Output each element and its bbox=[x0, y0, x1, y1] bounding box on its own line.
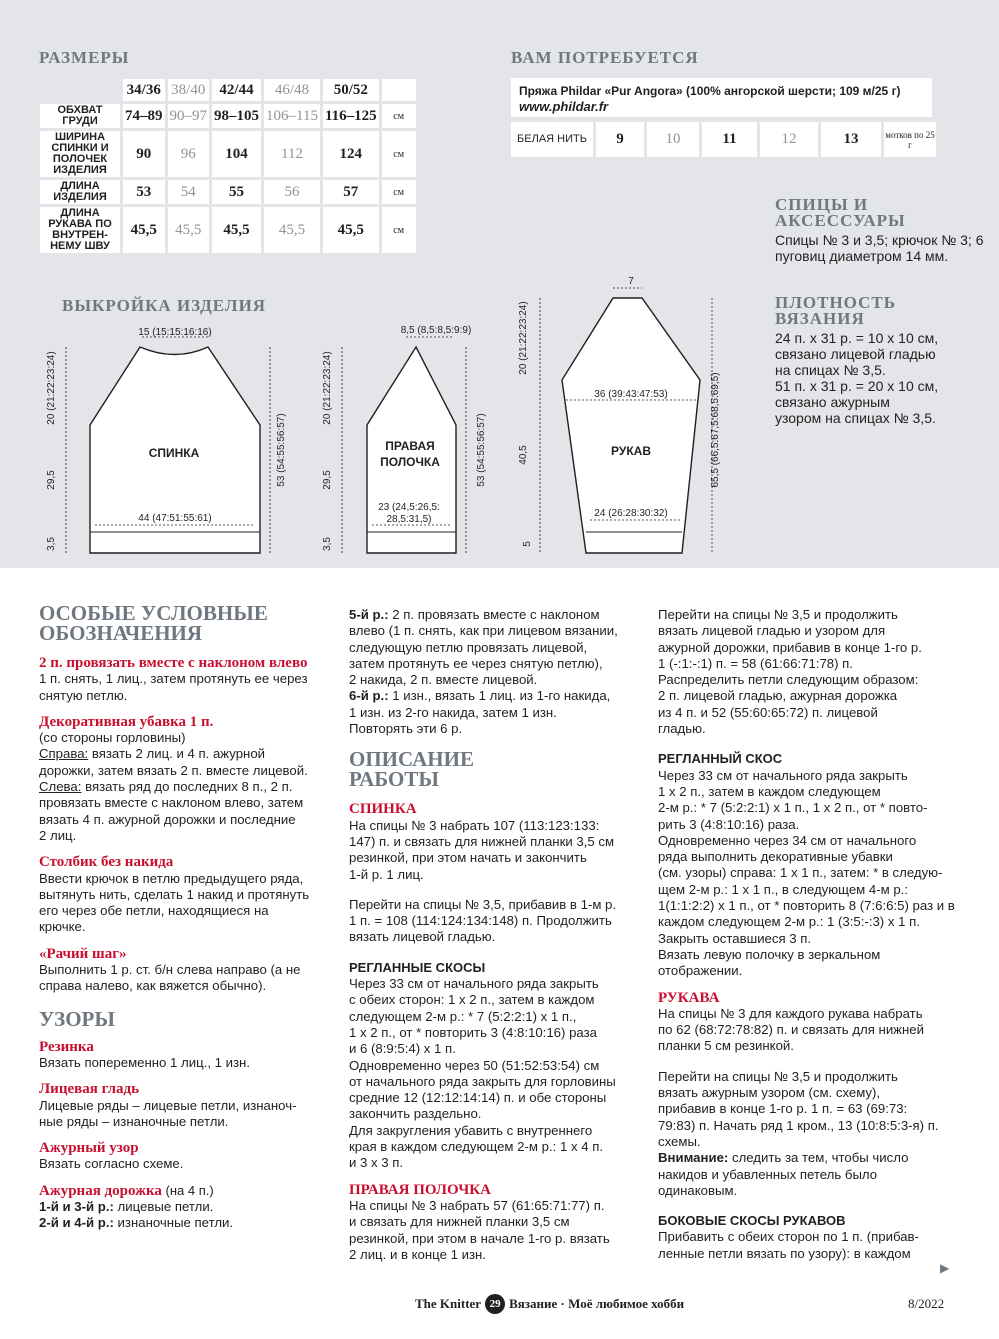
cell: 45,5 bbox=[123, 207, 165, 253]
size-col: 38/40 bbox=[168, 79, 210, 101]
section-subtitle: РУКАВА bbox=[658, 989, 720, 1006]
section-title: ОБОЗНАЧЕНИЯ bbox=[39, 621, 203, 645]
magazine-subtitle: Вязание · Моё любимое хобби bbox=[509, 1296, 685, 1311]
size-col: 34/36 bbox=[123, 79, 165, 101]
term-title: «Рачий шаг» bbox=[39, 945, 127, 962]
pattern-diagram bbox=[0, 0, 999, 568]
qty: 12 bbox=[760, 122, 818, 157]
yarn-color: БЕЛАЯ НИТЬ bbox=[511, 122, 593, 157]
unit: см bbox=[382, 207, 416, 253]
cell: 96 bbox=[168, 131, 210, 177]
term-title: Резинка bbox=[39, 1038, 94, 1055]
footer bbox=[415, 1294, 684, 1314]
front-width-dim2: 28,5:31,5) bbox=[386, 514, 432, 525]
section-subtitle: ПРАВАЯ ПОЛОЧКА bbox=[349, 1181, 491, 1198]
cell: 57 bbox=[323, 180, 379, 204]
cell: 45,5 bbox=[212, 207, 261, 253]
sizes-title: РАЗМЕРЫ bbox=[39, 48, 130, 67]
continue-arrow-icon: ▶ bbox=[940, 1261, 950, 1275]
size-col: 42/44 bbox=[212, 79, 261, 101]
cell: 45,5 bbox=[323, 207, 379, 253]
back-body-dim: 29,5 bbox=[46, 470, 57, 490]
cell: 74–89 bbox=[123, 104, 165, 128]
qty: 10 bbox=[647, 122, 699, 157]
term-title: Декоративная убавка 1 п. bbox=[39, 713, 214, 730]
front-width-dim1: 23 (24,5:26,5: bbox=[378, 502, 440, 513]
section-title: ОСОБЫЕ УСЛОВНЫЕ bbox=[39, 601, 268, 625]
front-label-1: ПРАВАЯ bbox=[385, 439, 435, 453]
section-title: РАБОТЫ bbox=[349, 767, 440, 792]
front-total-dim: 53 (54:55:56:57) bbox=[476, 413, 487, 487]
term-title: Ажурный узор bbox=[39, 1140, 139, 1157]
sleeve-lower-dim: 24 (26:28:30:32) bbox=[594, 508, 668, 519]
unit: см bbox=[382, 131, 416, 177]
column-1: ОСОБЫЕ УСЛОВНЫЕ ОБОЗНАЧЕНИЯ 2 п. провязать вместе с наклоном влево 1 п. снять, 1 лиц., затем протянуть ее через снятую петлю. Декоративная убавка 1 п. (со стороны горловины) Справа: вязать 2 лиц. и 4 п. ажурной дорожки, затем вязать 2 п. вместе лицевой. Слева: вязать ряд до последних 8 п., 2 п. провязать вместе с наклоном влево, затем вязать 4 п. ажурной дорожки и последние 2 лиц. Столбик без накида Ввести крючок в петлю предыдущего ряда, вытянуть нить, сделать 1 накид и протянуть его через обе петли, находящиеся на крючке. «Рачий шаг» Выполнить 1 р. ст. б/н слева направо (а не справа налево, как вяжется обычно). УЗОРЫ Резинка Вязать попеременно 1 лиц., 1 изн. Лицевая гладь Лицевые ряды – лицевые петли, изнаноч- ные ряды – изнаночные петли. Ажурный узор Вязать согласно схеме. Ажурная дорожка (на 4 п.) 1-й и 3-й р.: лицевые петли. 2-й и 4-й р.: изнаночные петли. bbox=[39, 603, 334, 1232]
sleeve-upper-dim: 36 (39:43:47:53) bbox=[594, 389, 668, 400]
unit: см bbox=[382, 104, 416, 128]
sleeve-body-dim: 40,5 bbox=[518, 445, 529, 465]
term-title: Столбик без накида bbox=[39, 854, 174, 871]
tools-title: СПИЦЫ И АКСЕССУАРЫ bbox=[775, 195, 906, 230]
row-label: ДЛИНА ИЗДЕЛИЯ bbox=[40, 180, 120, 204]
cell: 104 bbox=[212, 131, 261, 177]
qty: 11 bbox=[702, 122, 757, 157]
yarn-text: Пряжа Phildar «Pur Angora» (100% ангорской шерсти; 109 м/25 г) bbox=[519, 84, 901, 98]
yarn-url: www.phildar.fr bbox=[519, 99, 609, 114]
column-2: 5-й р.: 2 п. провязать вместе с наклоном влево (1 п. снять, как при лицевом вязании, следующую петлю провязать лицевой, затем протянуть ее через снятую петлю), 2 накида, 2 п. вместе лицевой. 6-й р.: 1 изн., вязать 1 лиц. из 1-го накида, 1 изн. из 2-го накида, затем 1 изн. Повторять эти 6 р. ОПИСАНИЕ РАБОТЫ СПИНКА На спицы № 3 набрать 107 (113:123:133: 147) п. и связать для нижней планки 3,5 см резинкой, при этом начать и закончить 1-й р. 1 лиц. Перейти на спицы № 3,5, прибавив в 1-м р. 1 п. = 108 (114:124:134:148) п. Продолжить вязать лицевой гладью. РЕГЛАННЫЕ СКОСЫ Через 33 см от начального ряда закрыть с обеих сторон: 1 х 2 п., затем в каждом следующем 2-м р.: * 7 (5:2:2:1) х 1 п., 1 х 2 п., от * повторить 3 (4:8:10:16) раза и 6 (8:9:5:4) х 1 п. Одновременно через 50 (51:52:53:54) см от начального ряда закрыть для горловины средние 12 (12:12:14:14) п. и обе стороны закончить раздельно. Для закругления убавить с внутреннего края в каждом следующем 2-м р.: 1 х 4 п. и 3 х 3 п. ПРАВАЯ ПОЛОЧКА На спицы № 3 набрать 57 (61:65:71:77) п. и связать для нижней планки 3,5 см резинкой, при этом в начале 1-го р. вязать 2 лиц. и в конце 1 изн. bbox=[349, 607, 649, 1263]
section-title: УЗОРЫ bbox=[39, 1006, 116, 1031]
column-3: Перейти на спицы № 3,5 и продолжить вязать лицевой гладью и узором для ажурной дорожки, прибавив в конце 1-го р. 1 (-:1:-:1) п. = 58 (61:66:71:78) п. Распределить петли следующим образом: 2 п. лицевой гладью, ажурная дорожка из 4 п. и 52 (55:60:65:72) п. лицевой гладью. РЕГЛАННЫЙ СКОС Через 33 см от начального ряда закрыть 1 х 2 п., затем в каждом следующем 2-м р.: * 7 (5:2:2:1) х 1 п., 1 х 2 п., от * повто- рить 3 (4:8:10:16) раза. Одновременно через 34 см от начального ряда выполнить декоративные убавки (см. узоры) справа: 1 х 1 п., затем: * в следую- щем 2-м р.: 1 х 1 п., в следующем 4-м р.: 1(1:1:2:2) х 1 п., от * повторить 8 (7:6:6:5) раз и в каждом следующем 2-м р.: 1 (3:5:-:3) х 1 п. Закрыть оставшиеся 3 п. Вязать левую полочку в зеркальном отображении. РУКАВА На спицы № 3 для каждого рукава набрать по 62 (68:72:78:82) п. и связать для нижней планки 5 см резинкой. Перейти на спицы № 3,5 и продолжить вязать ажурным узором (см. схему), прибавив в конце 1-го р. 1 п. = 63 (69:73: 79:83) п. Начать ряд 1 кром., 13 (10:8:5:3-я) п. схемы. Внимание: следить за тем, чтобы число накидов и убавленных петель было одинаковым. БОКОВЫЕ СКОСЫ РУКАВОВ Прибавить с обеих сторон по 1 п. (прибав- ленные петли вязать по узору): в каждом bbox=[658, 607, 958, 1262]
cell: 106–115 bbox=[264, 104, 320, 128]
cell: 116–125 bbox=[323, 104, 379, 128]
cell: 56 bbox=[264, 180, 320, 204]
sleeve-total-dim: 65,5 (66,5:67,5:68,5:69,5) bbox=[710, 372, 721, 488]
section-subtitle: СПИНКА bbox=[349, 801, 417, 818]
front-body-dim: 29,5 bbox=[322, 470, 333, 490]
row-label: ОБХВАТ ГРУДИ bbox=[40, 104, 120, 128]
density-title: ПЛОТНОСТЬ ВЯЗАНИЯ bbox=[775, 293, 896, 328]
tools-text: Спицы № 3 и 3,5; крючок № 3; 6 пуговиц диаметром 14 мм. bbox=[775, 232, 984, 264]
row-label: ДЛИНА РУКАВА ПО ВНУТРЕН-НЕМУ ШВУ bbox=[40, 207, 120, 253]
section-subtitle: РЕГЛАННЫЙ СКОС bbox=[658, 751, 783, 767]
back-band-dim: 3,5 bbox=[46, 537, 57, 551]
term-title: Лицевая гладь bbox=[39, 1081, 140, 1098]
issue-number: 8/2022 bbox=[908, 1296, 945, 1311]
row-label: ШИРИНА СПИНКИ И ПОЛОЧЕК ИЗДЕЛИЯ bbox=[40, 131, 120, 177]
qty: 9 bbox=[596, 122, 644, 157]
sleeve-band-dim: 5 bbox=[522, 541, 533, 547]
cell: 90–97 bbox=[168, 104, 210, 128]
needs-title: ВАМ ПОТРЕБУЕТСЯ bbox=[511, 48, 699, 67]
section-subtitle: БОКОВЫЕ СКОСЫ РУКАВОВ bbox=[658, 1213, 846, 1229]
density-text: 24 п. х 31 р. = 10 х 10 см, связано лицевой гладью на спицах № 3,5. 51 п. х 31 р. = 20 х 10 см, связано ажурным узором на спицах № 3,5. bbox=[775, 330, 939, 426]
cell: 45,5 bbox=[264, 207, 320, 253]
front-top-dim: 8,5 (8,5:8,5:9:9) bbox=[400, 325, 472, 336]
page-number: 29 bbox=[485, 1294, 505, 1314]
front-band-dim: 3,5 bbox=[322, 537, 333, 551]
size-col: 50/52 bbox=[323, 79, 379, 101]
sleeve-label: РУКАВ bbox=[611, 444, 651, 458]
qty: 13 bbox=[821, 122, 881, 157]
section-subtitle: РЕГЛАННЫЕ СКОСЫ bbox=[349, 959, 486, 975]
cell: 98–105 bbox=[212, 104, 261, 128]
qty-unit: мотков по 25 г bbox=[884, 122, 936, 157]
back-width-dim: 44 (47:51:55:61) bbox=[138, 513, 212, 524]
front-label-2: ПОЛОЧКА bbox=[380, 455, 440, 469]
cell: 55 bbox=[212, 180, 261, 204]
cell: 124 bbox=[323, 131, 379, 177]
cell: 54 bbox=[168, 180, 210, 204]
back-label: СПИНКА bbox=[148, 446, 200, 460]
term-title: 2 п. провязать вместе с наклоном влево bbox=[39, 655, 308, 671]
magazine-name: The Knitter bbox=[415, 1296, 482, 1311]
unit: см bbox=[382, 180, 416, 204]
cell: 53 bbox=[123, 180, 165, 204]
back-neck-dim: 15 (15:15:16:16) bbox=[138, 327, 212, 338]
size-col: 46/48 bbox=[264, 79, 320, 101]
cell: 90 bbox=[123, 131, 165, 177]
front-raglan-dim: 20 (21:22:23:24) bbox=[322, 351, 333, 425]
back-total-dim: 53 (54:55:56:57) bbox=[276, 413, 287, 487]
cell: 45,5 bbox=[168, 207, 210, 253]
back-raglan-dim: 20 (21:22:23:24) bbox=[46, 351, 57, 425]
cell: 112 bbox=[264, 131, 320, 177]
section-title: ОПИСАНИЕ bbox=[349, 747, 474, 772]
pattern-title: ВЫКРОЙКА ИЗДЕЛИЯ bbox=[62, 296, 267, 315]
sleeve-raglan-dim: 20 (21:22:23:24) bbox=[518, 301, 529, 375]
sleeve-top-dim: 7 bbox=[628, 276, 634, 287]
